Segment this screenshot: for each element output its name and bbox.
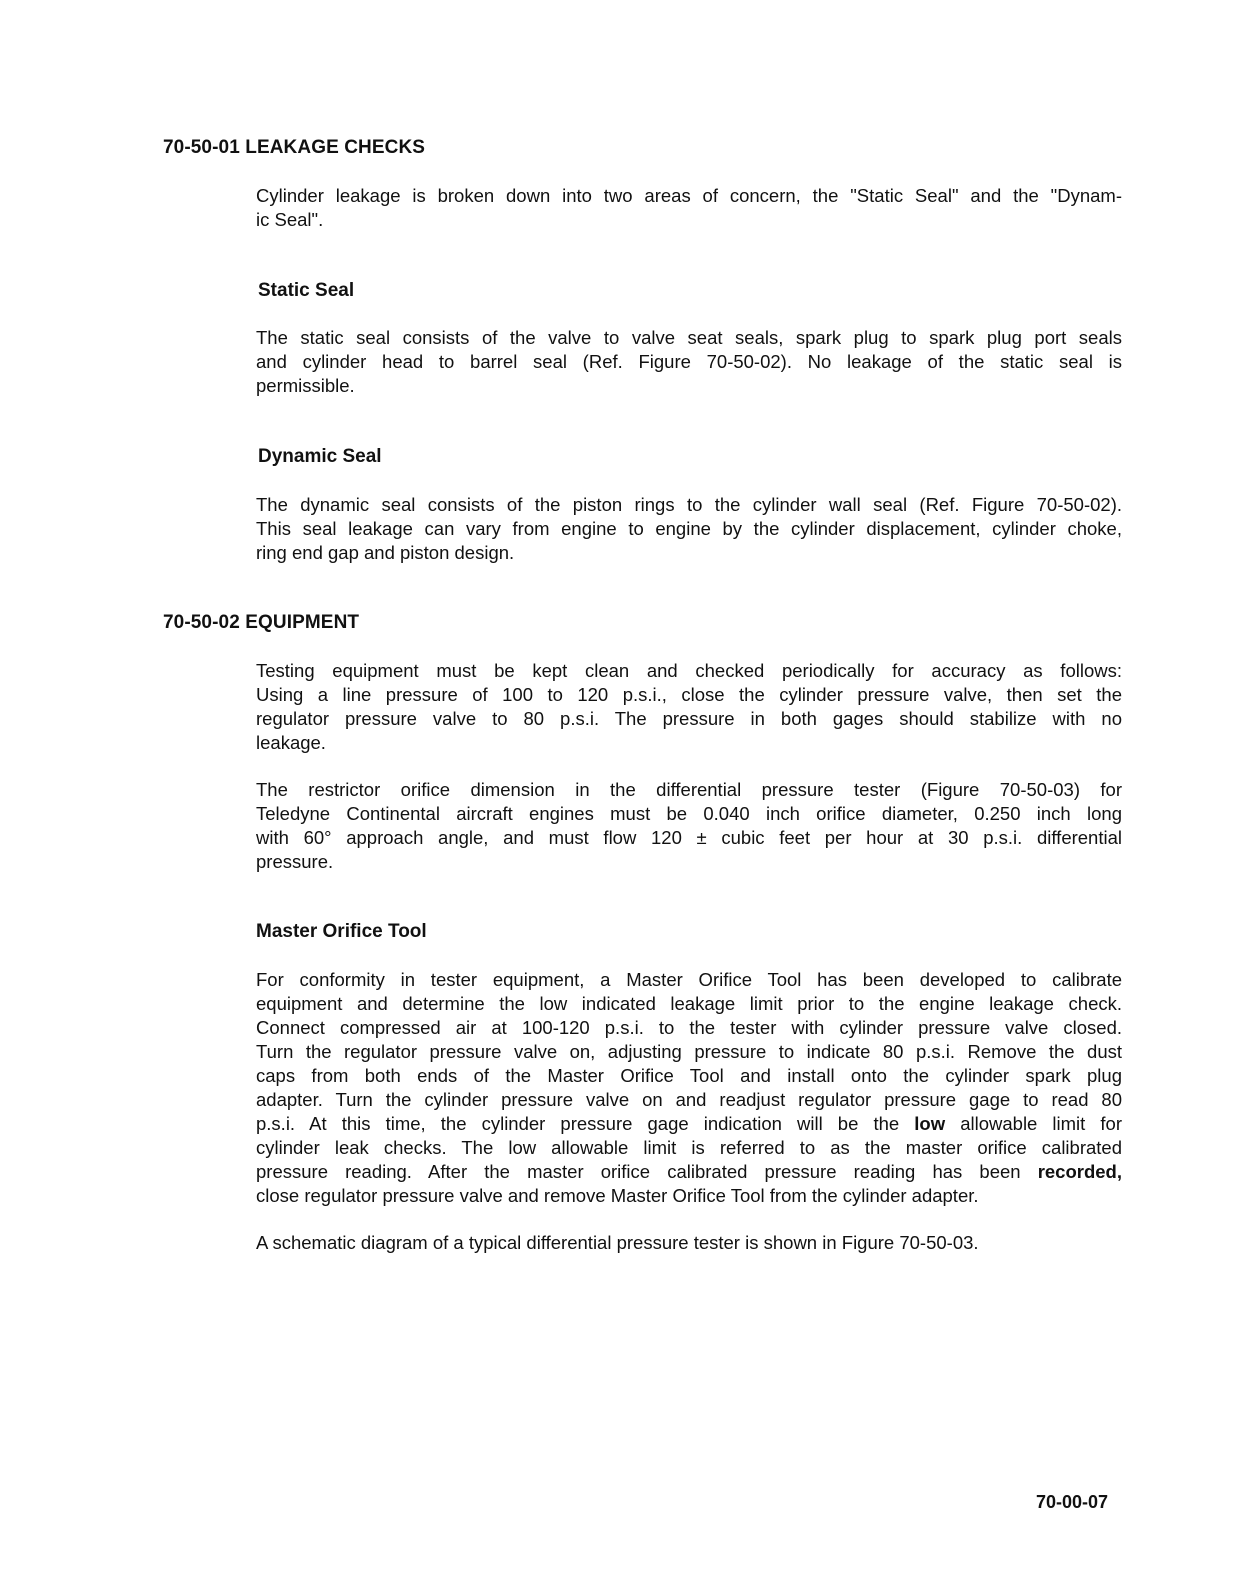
- text-line: pressure.: [256, 851, 334, 872]
- text-line: The static seal consists of the valve to valve seat seals, spark plug to spark plug port seals: [256, 327, 1122, 348]
- master-orifice-tool-heading: Master Orifice Tool: [256, 921, 427, 942]
- emphasis-low: low: [914, 1113, 946, 1134]
- text-line: cylinder leak checks. The low allowable limit is referred to as the master orifice calibrated: [256, 1137, 1122, 1158]
- text-line: regulator pressure valve to 80 p.s.i. The pressure in both gages should stabilize with no: [256, 708, 1122, 729]
- text-line: close regulator pressure valve and remove Master Orifice Tool from the cylinder adapter.: [256, 1185, 979, 1206]
- text-line: leakage.: [256, 732, 326, 753]
- section-number: 70-50-02: [163, 612, 240, 633]
- text-line: Turn the regulator pressure valve on, adjusting pressure to indicate 80 p.s.i. Remove the dust: [256, 1041, 1122, 1062]
- section-title: LEAKAGE CHECKS: [245, 137, 426, 158]
- leakage-intro-paragraph: [256, 184, 1122, 232]
- dynamic-seal-heading: Dynamic Seal: [258, 446, 382, 467]
- text-run: p.s.i. At this time, the cylinder pressure gage indication will be the: [256, 1113, 900, 1134]
- section-heading-equipment: [163, 612, 359, 634]
- text-line: [256, 1160, 1122, 1184]
- text-run: allowable limit for: [960, 1113, 1122, 1134]
- text-line: Using a line pressure of 100 to 120 p.s.i., close the cylinder pressure valve, then set the: [256, 684, 1122, 705]
- master-orifice-paragraph: [256, 968, 1122, 1208]
- text-line: A schematic diagram of a typical differential pressure tester is shown in Figure 70-50-03.: [256, 1232, 979, 1253]
- schematic-note-paragraph: [256, 1231, 1122, 1255]
- emphasis-recorded: recorded,: [1037, 1161, 1122, 1182]
- text-line: ring end gap and piston design.: [256, 542, 515, 563]
- text-line: and cylinder head to barrel seal (Ref. Figure 70-50-02). No leakage of the static seal is: [256, 351, 1122, 372]
- equipment-paragraph-2: [256, 778, 1122, 874]
- section-heading-leakage-checks: [163, 137, 425, 159]
- text-line: Testing equipment must be kept clean and checked periodically for accuracy as follows:: [256, 660, 1122, 681]
- text-line: caps from both ends of the Master Orifice Tool and install onto the cylinder spark plug: [256, 1065, 1122, 1086]
- section-number: 70-50-01: [163, 137, 240, 158]
- equipment-paragraph-1: [256, 659, 1122, 755]
- text-line: The dynamic seal consists of the piston rings to the cylinder wall seal (Ref. Figure 70-50-02).: [256, 494, 1122, 515]
- section-title: EQUIPMENT: [245, 612, 360, 633]
- text-line: ic Seal".: [256, 209, 324, 230]
- static-seal-heading: Static Seal: [258, 280, 355, 301]
- dynamic-seal-paragraph: [256, 493, 1122, 565]
- static-seal-paragraph: [256, 326, 1122, 398]
- page-number: 70-00-07: [1036, 1492, 1109, 1512]
- text-line: permissible.: [256, 375, 355, 396]
- text-line: This seal leakage can vary from engine to engine by the cylinder displacement, cylinder choke,: [256, 518, 1122, 539]
- text-line: with 60° approach angle, and must flow 120 ± cubic feet per hour at 30 p.s.i. differential: [256, 827, 1122, 848]
- text-line: equipment and determine the low indicated leakage limit prior to the engine leakage check.: [256, 993, 1122, 1014]
- text-line: Teledyne Continental aircraft engines must be 0.040 inch orifice diameter, 0.250 inch long: [256, 803, 1122, 824]
- text-line: [256, 1112, 1122, 1136]
- text-line: The restrictor orifice dimension in the differential pressure tester (Figure 70-50-03) for: [256, 779, 1122, 800]
- text-run: pressure reading. After the master orifice calibrated pressure reading has been: [256, 1161, 1021, 1182]
- text-line: adapter. Turn the cylinder pressure valve on and readjust regulator pressure gage to read 80: [256, 1089, 1122, 1110]
- text-line: Connect compressed air at 100-120 p.s.i. to the tester with cylinder pressure valve closed.: [256, 1017, 1122, 1038]
- text-line: For conformity in tester equipment, a Master Orifice Tool has been developed to calibrate: [256, 969, 1122, 990]
- text-line: Cylinder leakage is broken down into two areas of concern, the "Static Seal" and the "Dynam-: [256, 185, 1122, 206]
